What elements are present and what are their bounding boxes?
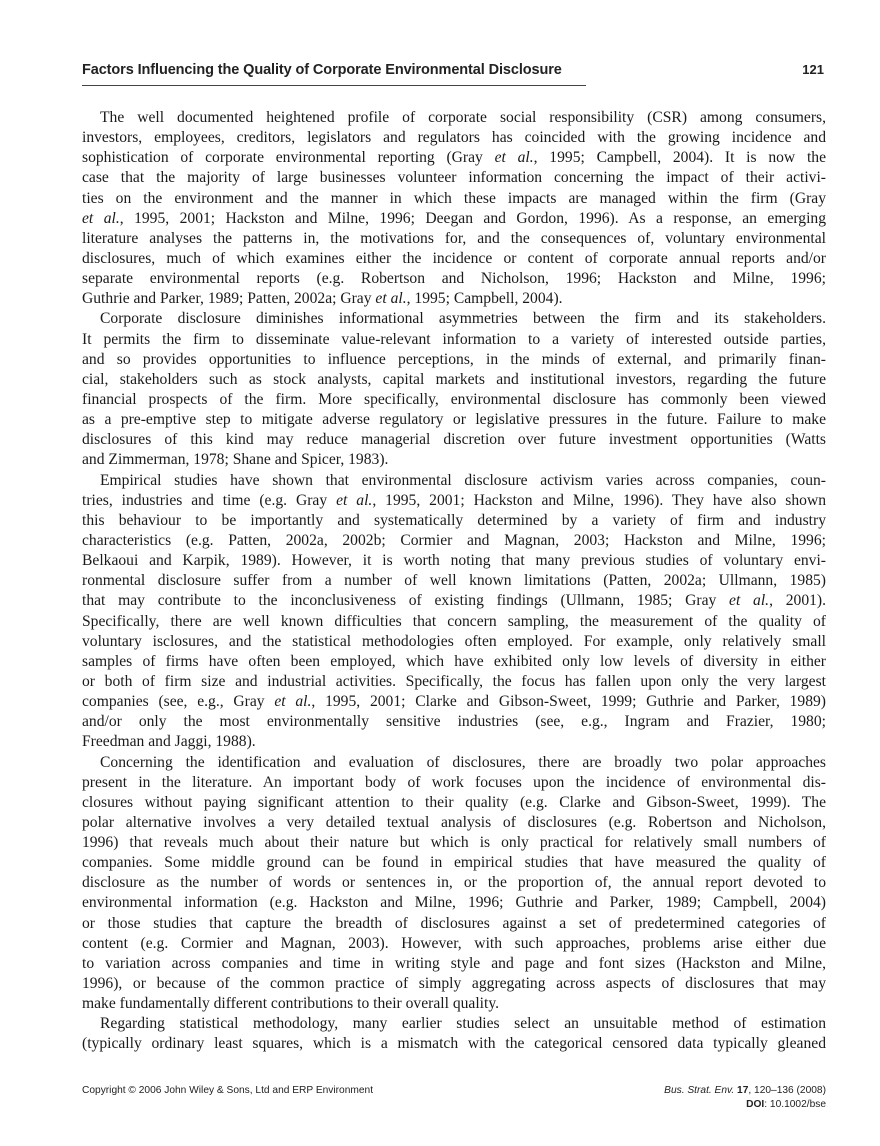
text-line: Guthrie and Parker, 1989; Patten, 2002a; Gray et al., 1995; Campbell, 2004). <box>82 290 563 308</box>
text-line: Belkaoui and Karpik, 1989). However, it is worth noting that many previous studies of voluntary envi- <box>82 552 826 570</box>
et-al-italic: et al. <box>274 693 312 711</box>
text-line: and Zimmerman, 1978; Shane and Spicer, 1983). <box>82 451 389 469</box>
text-line: The well documented heightened profile of corporate social responsibility (CSR) among consumers, <box>100 109 826 126</box>
et-al-italic: et al. <box>729 592 770 610</box>
text-line: Empirical studies have shown that environmental disclosure activism varies across companies, coun- <box>100 471 826 489</box>
article-body <box>82 108 826 1055</box>
text-line: It permits the firm to disseminate value-relevant information to a variety of interested outside parties, <box>82 330 826 348</box>
text-line: present in the literature. An important body of work focuses upon the incidence of environmental dis- <box>82 773 826 791</box>
et-al-italic: et al. <box>375 290 407 308</box>
text-line: this behaviour to be importantly and systematically determined by a variety of firm and industry <box>82 511 826 529</box>
text-line: disclosures, much of which examines either the incidence or content of corporate annual reports and/or <box>82 249 826 267</box>
text-line: to variation across companies and time in writing style and page and font sizes (Hackston and Milne, <box>82 954 826 972</box>
text-line: samples of firms have often been employed, which have exhibited only low levels of diversity in either <box>82 652 826 670</box>
text-line: or those studies that capture the breadth of disclosures against a set of predetermined categories of <box>82 914 826 932</box>
text-line: voluntary isclosures, and the statistical methodologies often employed. For example, only relatively small <box>82 632 826 650</box>
text-line: disclosures of this kind may reduce managerial discretion over future investment opportunities (Watts <box>82 431 826 449</box>
text-line: or both of firm size and industrial activities. Specifically, the focus has fallen upon only the very largest <box>82 672 826 690</box>
text-line: financial prospects of the firm. More specifically, environmental disclosure has commonly been viewed <box>82 390 826 408</box>
text-line: and so provides opportunities to influence perceptions, in the minds of external, and primarily finan- <box>82 350 826 368</box>
text-line: and/or only the most environmentally sensitive industries (see, e.g., Ingram and Frazier, 1980; <box>82 713 826 731</box>
journal-citation <box>664 1085 826 1096</box>
journal-volume: 17 <box>737 1085 749 1096</box>
text-line: environmental information (e.g. Hackston and Milne, 1996; Guthrie and Parker, 1989; Campbell, 2004) <box>82 894 826 912</box>
text-line: disclosure as the number of words or sentences in, or the proportion of, the annual report devoted to <box>82 874 826 892</box>
text-line: 1996), or because of the common practice of simply aggregating across aspects of disclosures that may <box>82 975 826 993</box>
et-al-italic: et al. <box>336 491 373 509</box>
running-header <box>82 62 824 88</box>
text-line: Specifically, there are well known difficulties that concern sampling, the measurement of the quality of <box>82 612 826 630</box>
text-line: characteristics (e.g. Patten, 2002a, 2002b; Cormier and Magnan, 2003; Hackston and Milne, 1996; <box>82 531 826 549</box>
text-line: separate environmental reports (e.g. Robertson and Nicholson, 1996; Hackston and Milne, 1996; <box>82 270 826 288</box>
page-number: 121 <box>802 62 824 77</box>
text-line: Freedman and Jaggi, 1988). <box>82 733 256 751</box>
text-line: sophistication of corporate environmental reporting (Gray et al., 1995; Campbell, 2004). It is now the <box>82 149 826 167</box>
text-line: et al., 1995, 2001; Hackston and Milne, 1996; Deegan and Gordon, 1996). As a response, an emerging <box>82 209 827 227</box>
text-line: Regarding statistical methodology, many earlier studies select an unsuitable method of estimation <box>100 1015 826 1033</box>
text-line: 1996) that reveals much about their nature but which is only practical for relatively small numbers of <box>82 834 826 852</box>
text-line: tries, industries and time (e.g. Gray et al., 1995, 2001; Hackston and Milne, 1996). They have also shown <box>82 491 827 509</box>
title-underline-rule <box>82 85 586 86</box>
text-line: cial, stakeholders such as stock analysts, capital markets and institutional investors, regarding the future <box>82 370 826 388</box>
text-line: make fundamentally different contributions to their overall quality. <box>82 995 500 1013</box>
copyright-notice: Copyright © 2006 John Wiley & Sons, Ltd and ERP Environment <box>82 1085 374 1096</box>
doi-value: : 10.1002/bse <box>764 1099 826 1110</box>
text-line: literature analyses the patterns in, the motivations for, and the consequences of, voluntary environmental <box>82 229 826 247</box>
text-line: that may contribute to the inconclusiveness of existing findings (Ullmann, 1985; Gray et al., 2001). <box>82 592 826 610</box>
running-title: Factors Influencing the Quality of Corporate Environmental Disclosure <box>82 62 562 78</box>
text-line: closures without paying significant attention to their quality (e.g. Clarke and Gibson-Sweet, 1999). The <box>82 793 826 811</box>
journal-abbreviation: Bus. Strat. Env. <box>664 1085 735 1096</box>
text-line: investors, employees, creditors, legislators and regulators has coincided with the growing incidence and <box>82 129 826 147</box>
text-line: content (e.g. Cormier and Magnan, 2003). However, with such approaches, problems arise either due <box>82 934 826 952</box>
et-al-italic: et al. <box>494 149 534 167</box>
text-line: as a pre-emptive step to mitigate adverse regulatory or legislative pressures in the future. Failure to make <box>82 411 826 429</box>
text-line: Concerning the identification and evaluation of disclosures, there are broadly two polar approaches <box>100 753 826 771</box>
text-line: companies. Some middle ground can be found in empirical studies that have measured the quality of <box>82 854 826 872</box>
text-line: case that the majority of large businesses volunteer information concerning the impact of their activi- <box>82 169 826 187</box>
text-line: ties on the environment and the manner in which these impacts are managed within the firm (Gray <box>82 189 826 207</box>
doi-label: DOI <box>746 1099 765 1110</box>
text-line: polar alternative involves a very detailed textual analysis of disclosures (e.g. Robertson and Nicholson, <box>82 813 826 831</box>
doi <box>746 1099 826 1110</box>
text-line: (typically ordinary least squares, which is a mismatch with the categorical censored data typically gleaned <box>82 1035 826 1053</box>
et-al-italic: et al. <box>82 209 120 227</box>
text-line: ronmental disclosure suffer from a number of well known limitations (Patten, 2002a; Ullmann, 1985) <box>82 572 826 590</box>
text-line: companies (see, e.g., Gray et al., 1995, 2001; Clarke and Gibson-Sweet, 1999; Guthrie and Parker, 1989) <box>82 693 826 711</box>
journal-pages-year: , 120–136 (2008) <box>748 1085 826 1096</box>
text-line: Corporate disclosure diminishes informational asymmetries between the firm and its stakeholders. <box>100 310 826 328</box>
